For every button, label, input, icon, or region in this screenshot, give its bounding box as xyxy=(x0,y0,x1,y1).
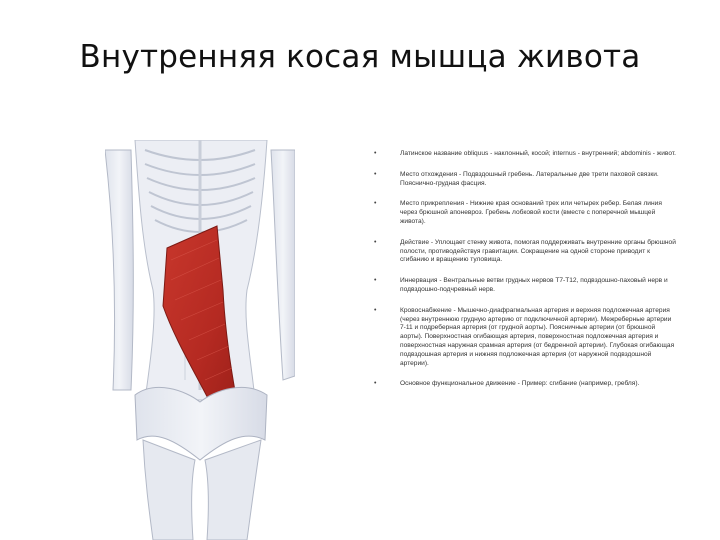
bullet-text: Место отхождения - Подвздошный гребень. Латеральные две трети паховой связки. Пояснично-грудная фасция. xyxy=(400,170,659,187)
bullet-text: Место прикрепления - Нижние края оснований трех или четырех ребер. Белая линия через брюшной апоневроз. Гребень лобковой кости (вместе с поперечной мышцей живота). xyxy=(400,200,662,225)
left-leg xyxy=(143,440,195,540)
bullet-marker: • xyxy=(374,170,377,178)
left-arm xyxy=(105,150,133,390)
bullet-text: Основное функциональное движение - Пример: сгибание (например, гребля). xyxy=(400,380,640,388)
bullet-list xyxy=(368,150,678,401)
bullet-text: Иннервация - Вентральные ветви грудных нервов Т7-Т12, подвздошно-паховый нерв и подвздошно-подчревный нерв. xyxy=(400,277,668,293)
list-item xyxy=(368,171,678,189)
list-item xyxy=(368,150,678,159)
bullet-marker: • xyxy=(374,238,377,246)
bullet-marker: • xyxy=(374,277,377,285)
bullet-marker: • xyxy=(374,200,377,208)
anatomy-illustration xyxy=(105,140,295,540)
bullet-marker: • xyxy=(374,306,377,314)
right-leg xyxy=(205,440,261,540)
bullet-text: Действие - Уплощает стенку живота, помогая поддерживать внутренние органы брюшной полости, противодействуя гравитации. Сокращение на одной стороне приводит к сгибанию и вращению туловища. xyxy=(400,238,676,264)
list-item xyxy=(368,380,678,389)
list-item xyxy=(368,200,678,226)
slide-title: Внутренняя косая мышца живота xyxy=(79,38,641,75)
bullet-marker: • xyxy=(374,150,377,157)
bullet-text: Кровоснабжение - Мышечно-диафрагмальная артерия и верхняя подложечная артерия (через внутреннюю грудную артерию от подключичной артерии). Межреберные артерии 7-11 и подреберная артерия (от грудной аорты). Поясничные артерии (от брюшной аорты). Поверхностная огибающая артерия, поверхностная подложечная артерия и поверхностная наружная срамная артерия (от бедренной артерии). Глубокая огибающая подвздошная артерия и нижняя подложечная артерия (от наружной подвздошной артерии). xyxy=(400,306,675,367)
bullet-text: Латинское название obliquus - наклонный, косой; internus - внутренний; abdominis - живот. xyxy=(400,150,676,157)
list-item xyxy=(368,307,678,369)
bullet-marker: • xyxy=(374,380,377,388)
list-item xyxy=(368,277,678,295)
right-arm xyxy=(271,150,295,380)
list-item xyxy=(368,239,678,265)
